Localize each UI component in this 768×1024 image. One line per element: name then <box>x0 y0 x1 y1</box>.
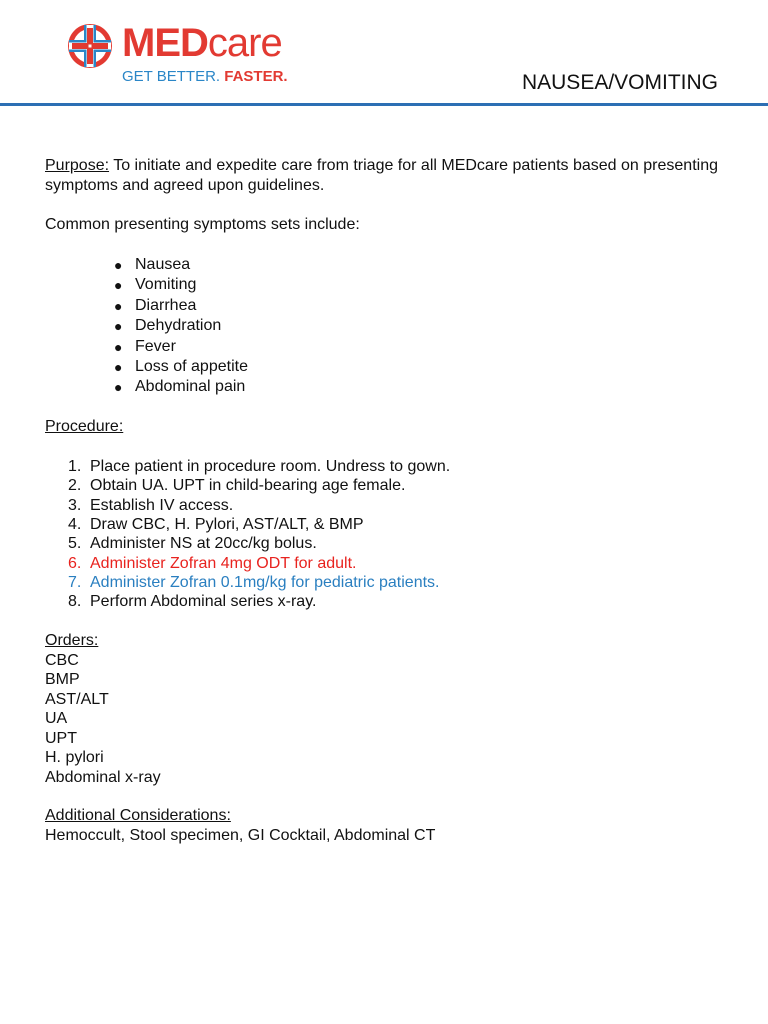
procedure-step: 2. Obtain UA. UPT in child-bearing age female. <box>68 477 406 495</box>
bullet-icon: ● <box>114 318 123 335</box>
order-item: Abdominal x-ray <box>45 768 161 786</box>
order-item: UPT <box>45 729 77 747</box>
procedure-step: 8. Perform Abdominal series x-ray. <box>68 593 317 611</box>
procedure-step: 1. Place patient in procedure room. Undress to gown. <box>68 457 451 475</box>
procedure-step: 4. Draw CBC, H. Pylori, AST/ALT, & BMP <box>68 515 364 533</box>
purpose-text: To initiate and expedite care from triage for all MEDcare patients based on presenting symptoms and agreed upon guidelines. <box>45 157 718 194</box>
order-item: H. pylori <box>45 749 104 767</box>
medcare-logo <box>66 20 306 90</box>
bullet-icon: ● <box>114 277 123 294</box>
bullet-icon: ● <box>114 338 123 355</box>
logo-tagline: GET BETTER. FASTER. <box>122 68 288 85</box>
medical-cross-logo-icon <box>66 22 114 70</box>
list-item: ● Fever <box>135 337 725 357</box>
order-item: CBC <box>45 651 79 669</box>
list-item: ● Loss of appetite <box>135 357 725 377</box>
purpose-paragraph <box>45 156 725 196</box>
symptoms-intro: Common presenting symptoms sets include: <box>45 216 360 233</box>
additional-considerations-heading: Additional Considerations: <box>45 807 231 825</box>
procedure-steps <box>45 457 725 612</box>
logo-wordmark: MEDcare <box>122 21 282 65</box>
list-item: ● Vomiting <box>135 275 725 295</box>
procedure-heading: Procedure: <box>45 417 124 435</box>
list-item: ● Diarrhea <box>135 296 725 316</box>
symptoms-list <box>45 255 725 398</box>
procedure-step: 3. Establish IV access. <box>68 496 234 514</box>
additional-considerations-text: Hemoccult, Stool specimen, GI Cocktail, Abdominal CT <box>45 827 436 845</box>
bullet-icon: ● <box>114 379 123 396</box>
order-item: BMP <box>45 671 80 689</box>
document-title: NAUSEA/VOMITING <box>521 71 718 94</box>
procedure-step: 5. Administer NS at 20cc/kg bolus. <box>68 535 317 553</box>
list-item: ● Abdominal pain <box>135 377 725 397</box>
document-header <box>0 0 768 106</box>
bullet-icon: ● <box>114 257 123 273</box>
document-body <box>45 156 725 846</box>
list-item: ● Dehydration <box>135 316 725 336</box>
bullet-icon: ● <box>114 358 123 375</box>
purpose-label: Purpose: <box>45 157 110 174</box>
orders-heading: Orders: <box>45 631 99 649</box>
order-item: UA <box>45 710 68 728</box>
header-divider <box>0 103 768 106</box>
procedure-step: 6. Administer Zofran 4mg ODT for adult. <box>68 554 357 572</box>
list-item: ● Nausea <box>135 255 725 275</box>
order-item: AST/ALT <box>45 690 109 708</box>
procedure-step: 7. Administer Zofran 0.1mg/kg for pediatric patients. <box>68 574 440 592</box>
orders-list <box>45 651 725 788</box>
bullet-icon: ● <box>114 297 123 314</box>
